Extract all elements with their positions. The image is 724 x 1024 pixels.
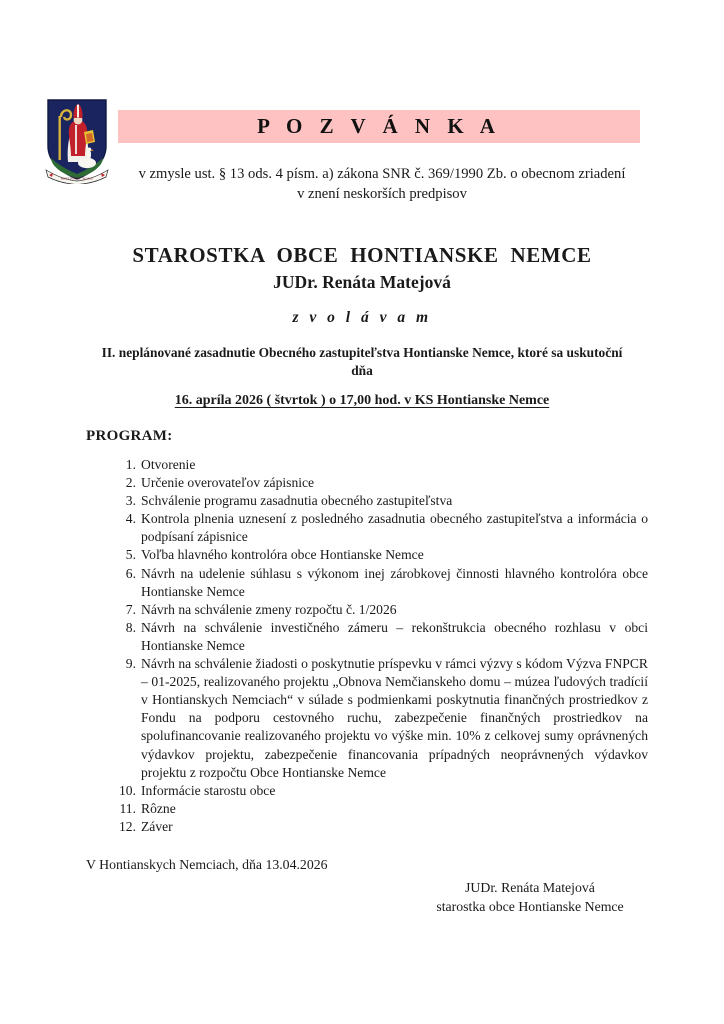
program-item-number: 10. (119, 782, 136, 798)
program-item-number: 1. (125, 457, 136, 472)
mayor-name: JUDr. Renáta Matejová (273, 272, 451, 292)
program-list-item (86, 601, 648, 619)
program-item-text: Schválenie programu zasadnutia obecného zastupiteľstva (141, 493, 453, 509)
program-item-number: 7. (125, 601, 136, 617)
page-title: P O Z V Á N K A (257, 114, 501, 138)
mayor-office-title: STAROSTKA OBCE HONTIANSKE NEMCE (132, 243, 592, 267)
program-item-text: Informácie starostu obce (141, 782, 276, 798)
program-list-item (86, 474, 648, 492)
program-item-number: 5. (125, 547, 136, 563)
signature-block (380, 878, 680, 916)
coat-of-arms-icon (44, 96, 110, 184)
signature-name: JUDr. Renáta Matejová (465, 880, 595, 895)
program-item-text: Kontrola plnenia uznesení z posledného zasadnutia obecného zastupiteľstva a informácia o podpísaní zápisnice (141, 511, 648, 545)
program-list-item (86, 546, 648, 564)
program-item-number: 9. (125, 656, 136, 672)
program-item-number: 12. (119, 818, 136, 834)
program-item-text: Návrh na schválenie investičného zámeru – rekonštrukcia obecného rozhlasu v obci Hontianske Nemce (141, 619, 648, 653)
program-list-item (86, 818, 648, 836)
place-and-date: V Hontianskych Nemciach, dňa 13.04.2026 (86, 857, 328, 872)
program-item-text: Návrh na schválenie zmeny rozpočtu č. 1/2026 (141, 601, 397, 617)
session-datetime: 16. apríla 2026 ( štvrtok ) o 17,00 hod. v KS Hontianske Nemce (174, 393, 550, 408)
session-datetime-wrapper (88, 391, 636, 409)
program-item-text: Rôzne (141, 800, 176, 816)
signature-role: starostka obce Hontianske Nemce (436, 899, 624, 914)
program-item-number: 11. (119, 800, 136, 816)
session-description-line-1: II. neplánované zasadnutie Obecného zastupiteľstva Hontianske Nemce, ktoré sa uskutoční (101, 345, 623, 360)
program-item-number: 8. (125, 619, 136, 635)
program-item-text: Záver (141, 818, 173, 834)
law-reference-line-2: v znení neskorších predpisov (297, 186, 467, 202)
program-list (86, 456, 648, 836)
program-item-number: 6. (125, 565, 136, 581)
crest-ribbon-text: HONTIANSKE NEMCE (60, 176, 94, 181)
law-reference-line-1: v zmysle ust. § 13 ods. 4 písm. a) zákona SNR č. 369/1990 Zb. o obecnom zriadení (138, 166, 626, 182)
program-list-item (86, 456, 648, 474)
program-item-text: Návrh na udelenie súhlasu s výkonom inej zárobkovej činnosti hlavného kontrolóra obce Hontianske Nemce (141, 565, 648, 599)
program-list-item (86, 800, 648, 818)
program-item-number: 4. (125, 511, 136, 527)
program-list-item (86, 655, 648, 782)
program-item-text: Návrh na schválenie žiadosti o poskytnutie príspevku v rámci výzvy s kódom Výzva FNPCR – 01-2025, realizovaného projektu „Obnova Nemčianskeho domu – múzea ľudových tradícií v Hontianskych Nemciach“ v súlade s podmienkami poskytnutia finančných prostriedkov z Fondu na podporu cestovného ruchu, zabezpečenie finančných prostriedkov na spolufinancovanie realizovaného projektu vo výške min. 10% z celkovej sumy oprávnených výdavkov projektu, zabezpečenie financovania prípadných neoprávnených výdavkov projektu z rozpočtu Obce Hontianske Nemce (141, 656, 648, 780)
program-item-text: Voľba hlavného kontrolóra obce Hontianske Nemce (141, 547, 424, 563)
program-item-text: Určenie overovateľov zápisnice (141, 475, 315, 491)
session-description (88, 344, 636, 380)
program-list-item (86, 619, 648, 655)
program-item-text: Otvorenie (141, 457, 196, 472)
program-list-item (86, 565, 648, 601)
program-item-number: 3. (125, 493, 136, 509)
session-description-line-2: dňa (351, 363, 373, 378)
program-label: PROGRAM: (86, 428, 173, 444)
mayor-block (62, 243, 662, 293)
convene-word: z v o l á v a m (292, 309, 432, 326)
program-list-item (86, 782, 648, 800)
program-list-item (86, 510, 648, 546)
law-reference (118, 164, 646, 204)
program-item-number: 2. (125, 475, 136, 491)
program-list-item (86, 492, 648, 510)
